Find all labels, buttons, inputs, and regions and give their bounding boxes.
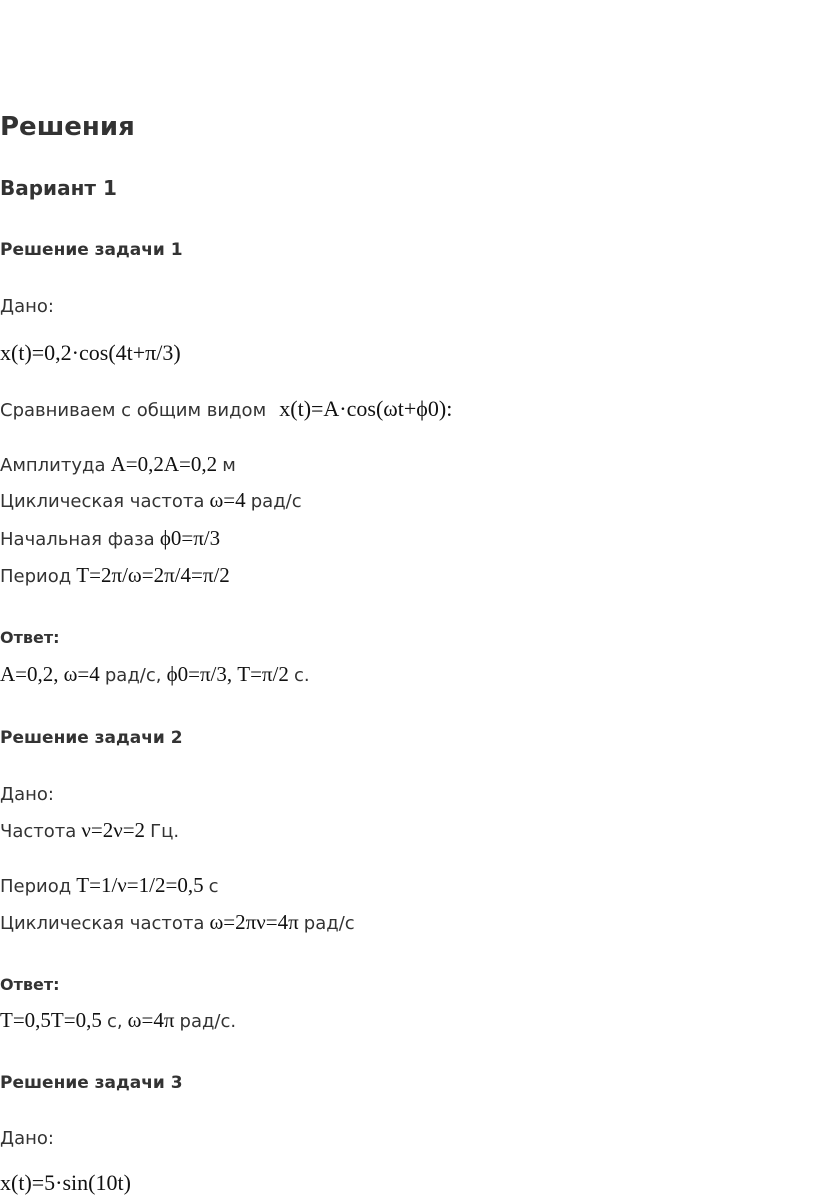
task2-nu-label: Частота [0, 821, 77, 842]
task2-answer-label: Ответ: [0, 975, 60, 994]
task3-heading: Решение задачи 3 [0, 1073, 183, 1093]
task1-given-formula: x(t)=0,2·cos(4t+π/3) [0, 340, 181, 365]
task2-answer-part4: рад/с. [179, 1011, 237, 1032]
task2-answer-part3: ω=4π [127, 1008, 175, 1032]
task1-period-line [0, 563, 230, 588]
task1-answer-part4: ϕ0=π/3, [166, 662, 233, 686]
task3-given-formula: x(t)=5·sin(10t) [0, 1170, 131, 1195]
task2-answer-line [0, 1008, 236, 1033]
task2-heading: Решение задачи 2 [0, 728, 183, 748]
task2-freq-label: Циклическая частота [0, 913, 205, 934]
task1-answer-part6: с. [293, 665, 310, 686]
task1-answer-part3: рад/с, [104, 665, 162, 686]
task1-given-label: Дано: [0, 296, 54, 317]
task1-amplitude-unit: м [222, 455, 236, 476]
task2-period-value: T=1/ν=1/2=0,5 [76, 873, 204, 897]
variant-heading: Вариант 1 [0, 176, 117, 200]
task1-amplitude-value: A=0,2A=0,2 [110, 452, 218, 476]
task2-freq-value: ω=2πν=4π [209, 910, 299, 934]
task2-period-line [0, 873, 219, 898]
task2-given-label: Дано: [0, 784, 54, 805]
page-title: Решения [0, 112, 135, 142]
task1-phase-line [0, 526, 220, 551]
task1-answer-part5: T=π/2 [237, 662, 289, 686]
task1-phase-value: ϕ0=π/3 [159, 526, 221, 550]
task2-answer-part2: с, [106, 1011, 123, 1032]
task1-answer-label: Ответ: [0, 628, 60, 647]
task3-given-label: Дано: [0, 1128, 54, 1149]
task1-compare-line [0, 396, 452, 422]
task2-period-unit: с [208, 876, 219, 897]
task1-freq-line [0, 488, 302, 513]
task1-freq-value: ω=4 [209, 488, 246, 512]
task1-phase-label: Начальная фаза [0, 529, 155, 550]
task2-nu-value: ν=2ν=2 [81, 818, 146, 842]
task1-amplitude-line [0, 452, 236, 477]
task1-compare-text: Сравниваем с общим видом [0, 400, 267, 421]
task1-heading: Решение задачи 1 [0, 240, 183, 260]
task1-answer-line [0, 662, 310, 687]
task1-answer-part1: A=0,2, [0, 662, 59, 686]
task1-period-label: Период [0, 566, 72, 587]
task1-compare-formula: x(t)=A·cos(ωt+ϕ0): [279, 396, 453, 421]
task1-freq-label: Циклическая частота [0, 491, 205, 512]
task2-freq-line [0, 910, 355, 935]
task1-period-value: T=2π/ω=2π/4=π/2 [76, 563, 230, 587]
task2-freq-unit: рад/с [303, 913, 355, 934]
task2-period-label: Период [0, 876, 72, 897]
task1-freq-unit: рад/с [250, 491, 302, 512]
task2-nu-line [0, 818, 179, 843]
task2-answer-part1: T=0,5T=0,5 [0, 1008, 102, 1032]
task2-nu-unit: Гц. [150, 821, 180, 842]
task1-amplitude-label: Амплитуда [0, 455, 106, 476]
task1-answer-part2: ω=4 [63, 662, 100, 686]
